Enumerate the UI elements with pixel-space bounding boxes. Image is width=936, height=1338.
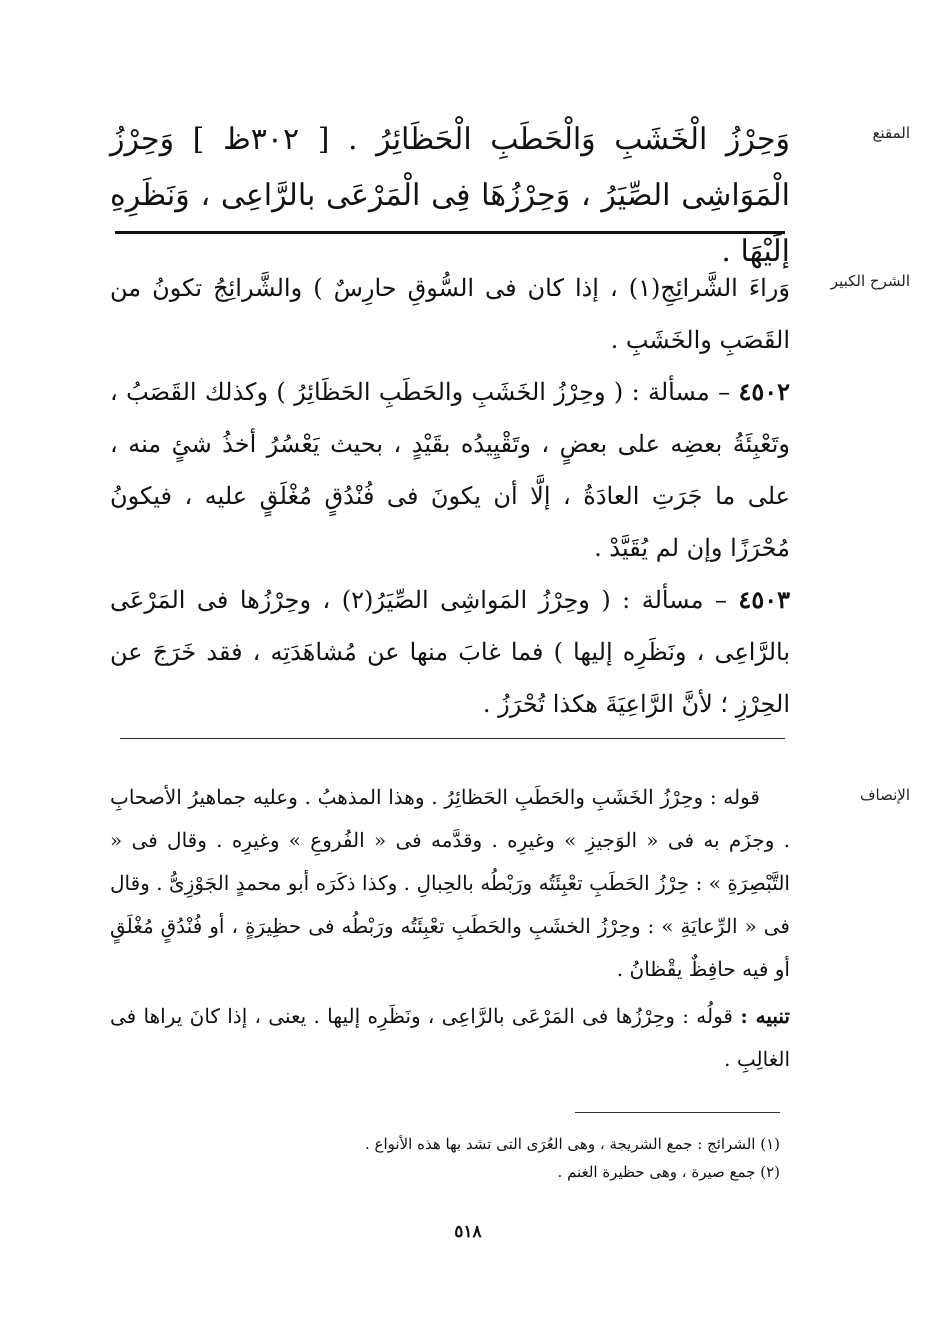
mas-ala-text: – مسألة : ( وحِرْزُ الخَشَبِ والحَطَبِ الحَظَائِرُ ) وكذلك القَصَبُ ، وتَعْبِئَةُ بعضِه على بعضٍ ، وتَقْيِيدُه بقَيْدٍ ، بحيث يَعْسُرُ أخذُ شئٍ منه ، على ما جَرَتِ العادَةُ ، إلَّا أن يكونَ فى فُنْدُقٍ مُغْلَقٍ عليه ، فيكونُ مُحْرَزًا وإن لم يُقَيَّدْ . (110, 378, 790, 562)
footnote-1: (١) الشرائج : جمع الشريجة ، وهى العُرَى التى تشد بها هذه الأنواع . (365, 1135, 780, 1153)
footnote-2: (٢) جمع صيرة ، وهى حظيرة الغنم . (557, 1163, 780, 1181)
insaf-tanbih (110, 995, 790, 1081)
tanbih-text: قولُه : وحِرْزُها فى المَرْعَى بالرَّاعِى ، ونَظَرِه إليها . يعنى ، إذا كانَ يراها فى الغالِبِ . (110, 1004, 790, 1071)
footnotes (300, 1130, 780, 1186)
page-number: ٥١٨ (454, 1222, 482, 1242)
tanbih-label: تنبيه : (740, 1004, 790, 1028)
muqni-section (110, 112, 790, 280)
insaf-section (110, 776, 790, 1081)
sharh-mas-ala-4502 (110, 366, 790, 574)
sharh-label: الشرح الكبير (830, 272, 910, 290)
section-divider-thin (120, 738, 785, 739)
insaf-paragraph: قوله : وحِرْزُ الخَشَبِ والحَطَبِ الحَظائِرُ . وهذا المذهبُ . وعليه جماهيرُ الأصحابِ . وجزَم به فى « الوَجيزِ » وغيرِه . وقدَّمه فى « الفُروعِ » وغيرِه . وقال فى « التَّبْصِرَةِ » : حِرْزُ الحَطَبِ تعْبِئَتُه ورَبْطُه بالحِبالِ . وكذا ذكَرَه أبو محمدٍ الجَوْزِىُّ . وقال فى « الرِّعايَةِ » : وحِرْزُ الخشَبِ والحَطَبِ تعْبِئَتُه ورَبْطُه فى حظِيرَةٍ ، أو فُنْدُقٍ مُغْلَقٍ أو فيه حافِظٌ يقْظانُ . (110, 785, 790, 981)
sharh-section (110, 262, 790, 730)
insaf-label: الإنصاف (859, 786, 910, 804)
muqni-label: المقنع (872, 124, 910, 142)
sharh-paragraph: وَراءَ الشَّرائِجِ(١) ، إذا كان فى السُّوقِ حارِسٌ ) والشَّرائِجُ تكونُ من القَصَبِ والخَشَبِ . (110, 274, 790, 354)
mas-ala-number: ٤٥٠٣ (738, 585, 790, 614)
mas-ala-number: ٤٥٠٢ (738, 377, 790, 406)
section-divider-thick (115, 231, 785, 234)
muqni-text: وَحِرْزُ الْخَشَبِ وَالْحَطَبِ الْحَظَائِرُ . [ ٣٠٢ظ ] وَحِرْزُ الْمَوَاشِى الصِّيَرُ ، وَحِرْزُهَا فِى الْمَرْعَى بالرَّاعِى ، وَنَظَرِهِ إلَيْهَا . (110, 122, 791, 269)
mas-ala-text: – مسألة : ( وحِرْزُ المَواشِى الصِّيَرُ(٢) ، وحِرْزُها فى المَرْعَى بالرَّاعِى ، ونَظَرِه إليها ) فما غابَ منها عن مُشاهَدَتِه ، فقد خَرَجَ عن الحِرْزِ ؛ لأنَّ الرَّاعِيَةَ هكذا تُحْرَزُ . (110, 586, 790, 718)
sharh-mas-ala-4503 (110, 574, 790, 730)
footnote-divider (575, 1112, 780, 1113)
